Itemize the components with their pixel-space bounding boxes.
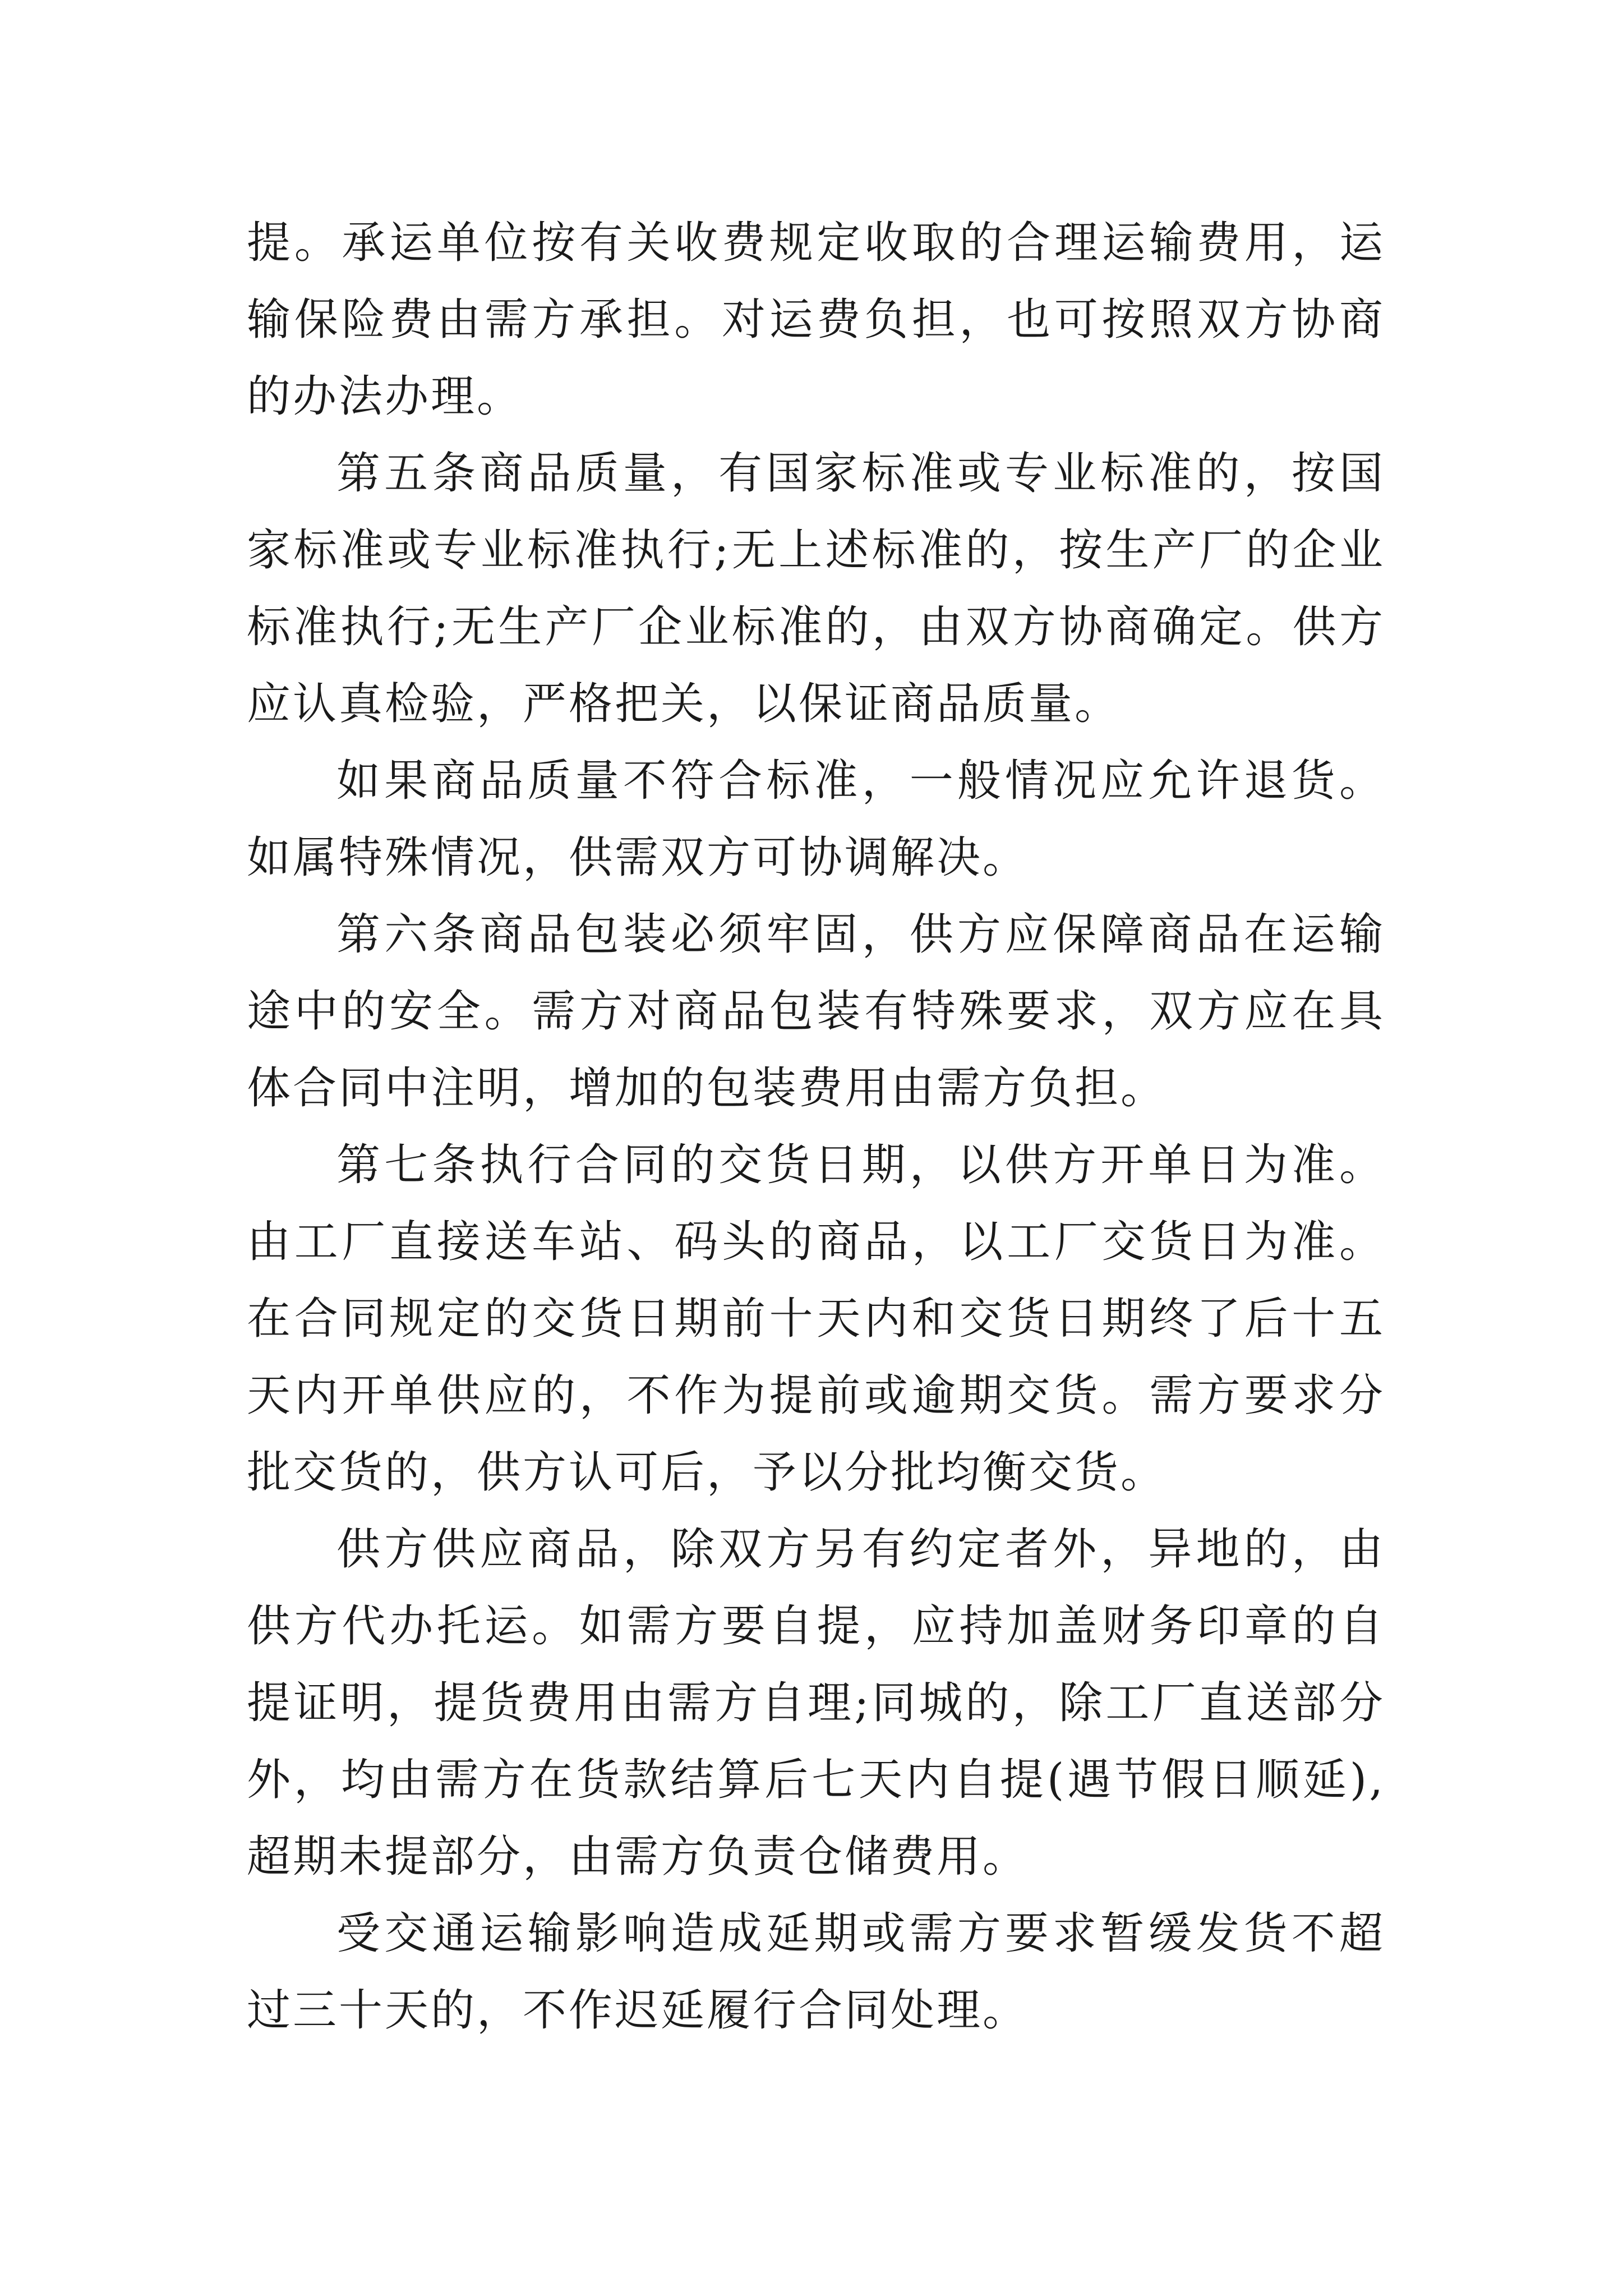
- contract-body: [247, 205, 1385, 2049]
- paragraph-article-6-packaging: 第六条商品包装必须牢固，供方应保障商品在运输途中的安全。需方对商品包装有特殊要求，双方应在具体合同中注明，增加的包装费用由需方负担。: [247, 909, 1385, 1114]
- paragraph-article-5-quality: 第五条商品质量，有国家标准或专业标准的，按国家标准或专业标准执行;无上述标准的，按生产厂的企业标准执行;无生产厂企业标准的，由双方协商确定。供方应认真检验，严格把关，以保证商品质量。: [247, 448, 1385, 729]
- paragraph-transport-fees: 提。承运单位按有关收费规定收取的合理运输费用，运输保险费由需方承担。对运费负担，也可按照双方协商的办法办理。: [247, 218, 1385, 422]
- paragraph-transport-delay: 受交通运输影响造成延期或需方要求暂缓发货不超过三十天的，不作迟延履行合同处理。: [247, 1908, 1385, 2036]
- paragraph-article-7-delivery-date: 第七条执行合同的交货日期，以供方开单日为准。由工厂直接送车站、码头的商品，以工厂交货日为准。在合同规定的交货日期前十天内和交货日期终了后十五天内开单供应的，不作为提前或逾期交货。需方要求分批交货的，供方认可后，予以分批均衡交货。: [247, 1140, 1385, 1498]
- paragraph-quality-return: 如果商品质量不符合标准，一般情况应允许退货。如属特殊情况，供需双方可协调解决。: [247, 756, 1385, 883]
- paragraph-supply-shipment: 供方供应商品，除双方另有约定者外，异地的，由供方代办托运。如需方要自提，应持加盖财务印章的自提证明，提货费用由需方自理;同城的，除工厂直送部分外，均由需方在货款结算后七天内自提(遇节假日顺延),超期未提部分，由需方负责仓储费用。: [247, 1524, 1385, 1882]
